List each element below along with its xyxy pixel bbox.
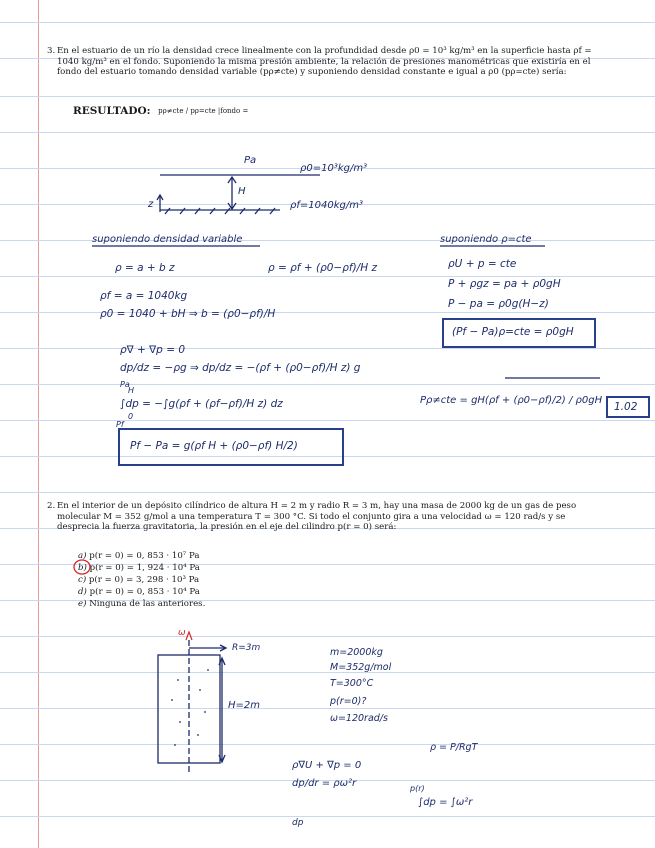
eq-rho-z: ρ = ρf + (ρ0−ρf)/H z bbox=[268, 262, 377, 274]
problem-2-number: 2. bbox=[47, 501, 56, 511]
option-c[interactable] bbox=[78, 574, 205, 586]
eq-const-3: P − pa = ρ0g(H−z) bbox=[448, 298, 549, 310]
option-text: p(r = 0) = 1, 924 · 10⁴ Pa bbox=[89, 563, 200, 573]
title-variable-density: suponiendo densidad variable bbox=[92, 234, 243, 245]
note-M: M=352g/mol bbox=[330, 662, 392, 673]
option-a[interactable] bbox=[78, 550, 205, 562]
note-question: p(r=0)? bbox=[330, 696, 367, 707]
eq-const-2: P + ρgz = pa + ρ0gH bbox=[448, 278, 561, 290]
boxed-const-result bbox=[442, 318, 596, 348]
option-label: b) bbox=[78, 563, 87, 573]
option-label: d) bbox=[78, 587, 87, 597]
lim-pf: Pf bbox=[116, 420, 124, 429]
eq-linear: ρ = a + b z bbox=[115, 262, 175, 274]
note-T: T=300°C bbox=[330, 678, 374, 689]
problem-3-text: En el estuario de un río la densidad crece linealmente con la profundidad desde ρ0 = 10³ kg/m³ en la superficie hasta ρf = 1040 kg/m³ en el fondo. Suponiendo la misma presión ambiente, la relación de presiones manométricas que existiría en el fondo del estuario tomando densidad variable (pρ≠cte) y suponiendo densidad constante e igual a ρ0 (pρ=cte) sería: bbox=[57, 46, 592, 77]
problem-2-statement bbox=[47, 501, 597, 533]
problem-2-options bbox=[78, 550, 205, 610]
eq2-euler: ρ∇U + ∇p = 0 bbox=[292, 760, 362, 771]
answer-value: 1.02 bbox=[614, 401, 638, 413]
omega-arrow bbox=[186, 632, 192, 640]
note-pr: p(r) bbox=[410, 784, 425, 793]
option-b[interactable] bbox=[78, 562, 205, 574]
answer-box bbox=[606, 396, 650, 418]
option-text: p(r = 0) = 0, 853 · 10⁷ Pa bbox=[89, 551, 200, 561]
option-label: e) bbox=[78, 599, 87, 609]
eq-euler: ρ∇ + ∇p = 0 bbox=[120, 344, 186, 356]
problem-2-text: En el interior de un depósito cilíndrico de altura H = 2 m y radio R = 3 m, hay una masa de 2000 kg de un gas de peso molecular M = 352 g/mol a una temperatura T = 300 °C. Si todo el conjunto gira a una velocidad ω = 120 rad/s y se desprecia la fuerza gravitatoria, la presión en el eje del cilindro p(r = 0) será: bbox=[57, 501, 577, 532]
note-omega: ω bbox=[178, 628, 186, 638]
option-text: p(r = 0) = 3, 298 · 10³ Pa bbox=[88, 575, 200, 585]
boxed-variable-text: Pf − Pa = g(ρf H + (ρ0−ρf) H/2) bbox=[130, 440, 298, 452]
eq-dpdz: dp/dz = −ρg ⇒ dp/dz = −(ρf + (ρ0−ρf)/H z) g bbox=[120, 362, 361, 374]
note-m: m=2000kg bbox=[330, 647, 383, 658]
eq-b: ρ0 = 1040 + bH ⇒ b = (ρ0−ρf)/H bbox=[100, 308, 276, 320]
eq-rhof: ρf = a = 1040kg bbox=[100, 290, 188, 302]
note-rhof: ρf=1040kg/m³ bbox=[290, 200, 363, 211]
note-z: z bbox=[148, 199, 154, 210]
lim-H: H bbox=[128, 386, 135, 395]
option-label: c) bbox=[78, 575, 87, 585]
note-rho: ρ = P/RgT bbox=[430, 742, 478, 753]
note-pa: Pa bbox=[244, 155, 257, 166]
option-e[interactable] bbox=[78, 598, 205, 610]
note-rho0: ρ0=10³kg/m³ bbox=[300, 163, 368, 174]
note-R: R=3m bbox=[232, 643, 261, 653]
eq-integral: ∫dp = −∫g(ρf + (ρf−ρf)/H z) dz bbox=[120, 398, 283, 410]
option-text: Ninguna de las anteriores. bbox=[89, 599, 206, 609]
option-d[interactable] bbox=[78, 586, 205, 598]
boxed-const-text: (Pf − Pa)ρ=cte = ρ0gH bbox=[452, 326, 574, 338]
note-H: H bbox=[238, 186, 246, 197]
eq2-integral: ∫dp = ∫ω²r bbox=[418, 797, 473, 808]
lim-pa: Pa bbox=[120, 380, 130, 389]
option-label: a) bbox=[78, 551, 87, 561]
result-fraction: pρ≠cte / pρ=cte |fondo = bbox=[158, 107, 249, 115]
result-label: RESULTADO: bbox=[73, 105, 151, 117]
title-constant-density: suponiendo ρ=cte bbox=[440, 234, 532, 245]
eq2-dpdr: dp/dr = ρω²r bbox=[292, 778, 357, 789]
note-H2: H=2m bbox=[228, 700, 261, 711]
problem-3-number: 3. bbox=[47, 46, 56, 56]
eq-const-1: ρU + p = cte bbox=[448, 258, 517, 270]
lim-0: 0 bbox=[128, 412, 134, 421]
note-w: ω=120rad/s bbox=[330, 713, 388, 724]
ratio-expression: Pρ≠cte = gH(ρf + (ρ0−ρf)/2) / ρ0gH bbox=[420, 395, 603, 406]
option-text: p(r = 0) = 0, 853 · 10⁴ Pa bbox=[89, 587, 200, 597]
boxed-variable-result bbox=[118, 428, 344, 466]
eq2-dp: dp bbox=[292, 818, 304, 828]
